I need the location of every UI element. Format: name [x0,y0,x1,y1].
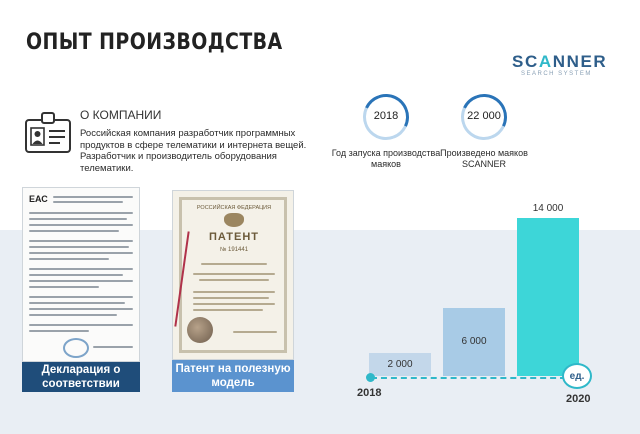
logo-tagline: SEARCH SYSTEM [521,71,592,77]
stat-label-year: Год запуска производства маяков [331,148,441,169]
chart-x-tick-start: 2018 [357,387,382,399]
logo-word-end: NNER [552,52,608,71]
patent-title: ПАТЕНТ [208,231,260,243]
patent-number: № 191441 [219,247,249,253]
declaration-caption: Декларация о соответствии [22,362,140,392]
chart-value-label-2019: 6 000 [461,336,487,348]
logo-word-start: SC [512,52,539,71]
chart-bar-2020 [517,218,579,376]
chart-baseline [371,377,576,379]
chart-unit-badge: ед. [562,363,592,389]
logo-word-accent: A [538,52,553,71]
chart-value-label-2018: 2 000 [387,358,413,370]
stat-label-count: Произведено маяков SCANNER [440,148,528,169]
about-heading: О КОМПАНИИ [80,108,162,122]
patent-header-mark: РОССИЙСКАЯ ФЕДЕРАЦИЯ [196,205,272,211]
page-title: ОПЫТ ПРОИЗВОДСТВА [26,30,283,55]
stat-value-year: 2018 [373,110,399,122]
chart-value-label-2020: 14 000 [532,203,564,214]
patent-caption: Патент на полезную модель [172,360,294,392]
chart-x-tick-end: 2020 [566,393,591,405]
about-text: Российская компания разработчик программных продуктов в сфере телематики и интернета вещей. Разработчик и производитель оборудования телематики. [80,128,307,174]
chart-baseline-start-dot [366,373,375,382]
stat-value-count: 22 000 [467,110,501,122]
eac-mark: ЕАС [29,194,48,204]
